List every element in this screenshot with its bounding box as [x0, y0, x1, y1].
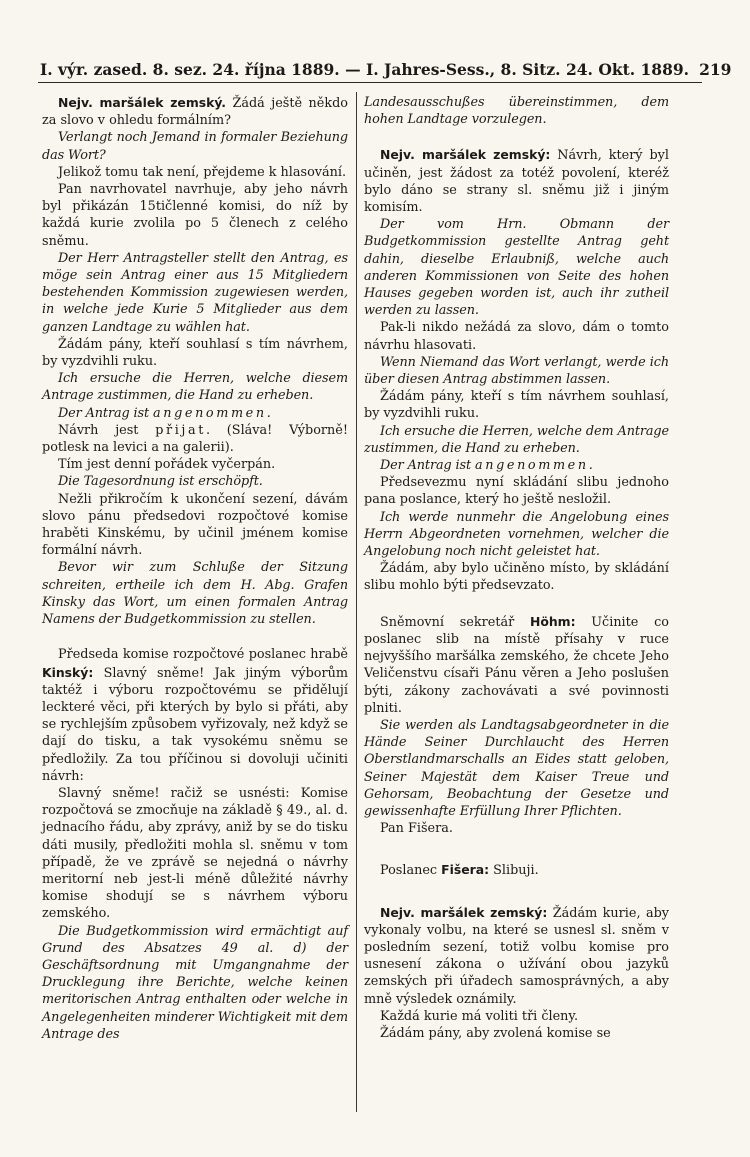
text-run: Učinite co poslanec slib na místě přísahy v ruce nejvyššího maršálka zemského, že chcete Jeho Veličenstvu císaři Pánu věren a Jeho poslušen býti, zákony zachovávati a své povinnosti plniti. [364, 614, 669, 716]
spaced-word: přijat [155, 422, 206, 438]
paragraph [364, 474, 669, 508]
paragraph [364, 319, 669, 353]
text-run: Žádám pány, kteří s tím návrhem souhlasí, by vyzdvihli ruku. [364, 389, 669, 422]
speaker-name: Höhm: [529, 613, 576, 629]
text-run: Slavný sněme! Jak jiným výborům taktéž i výboru rozpočtovému se přidělují leckteré věci, při kterých by bylo si přáti, aby se rychlejším způsobem vyřizovaly, než když se dají do tisku, a tak vysokému sněmu se předložily. Za tou příčinou si dovoluji učiniti návrh: [42, 665, 348, 784]
paragraph [42, 422, 348, 456]
paragraph [364, 509, 669, 561]
text-run: Ich ersuche die Herren, welche dem Antrage zustimmen, die Hand zu erheben. [364, 423, 669, 456]
text-run: . [266, 405, 271, 421]
text-run: Nežli přikročím k ukončení sezení, dávám slovo pánu předsedovi rozpočtové komise hraběti Kinskému, by učinil jménem komise formální návrh. [42, 491, 348, 559]
paragraph [42, 473, 348, 490]
text-run: Sie werden als Landtagsabgeordneter in die Hände Seiner Durchlaucht des Herren Oberstlandmarschalls an Eides statt geloben, Seiner Majestät dem Kaiser Treue und Gehorsam, Beobachtung der Gesetze und gewissenhafte Erfüllung Ihrer Pflichten. [364, 717, 669, 819]
spaced-word: angenommen [475, 458, 589, 474]
spaced-word: angenommen [153, 405, 267, 421]
paragraph [364, 1008, 669, 1025]
paragraph [364, 354, 669, 388]
text-run: Žádá ještě někdo za slovo v ohledu formálním? [42, 96, 348, 129]
text-run: Předseda komise rozpočtové poslanec hrabě [58, 647, 348, 663]
text-run: Každá kurie má voliti tři členy. [380, 1008, 579, 1024]
speaker-name: Nejv. maršálek zemský: [380, 904, 548, 920]
paragraph [42, 923, 348, 1043]
text-run: Návrh jest [58, 422, 156, 438]
text-run: Verlangt noch Jemand in formaler Beziehung das Wort? [42, 130, 348, 163]
paragraph [364, 146, 669, 216]
text-run: Slibuji. [489, 863, 539, 879]
paragraph [364, 1025, 669, 1042]
text-run: Slavný sněme! račiž se usnésti: Komise rozpočtová se zmocňuje na základě § 49., al. d. jednacího řádu, aby zprávy, aniž by se do tisku dáti musily, předložiti mohla sl. sněmu v tom případě, že ve zprávě se nejedná o návrhy meritorní neb jest-li méně důležité návrhy komise shodují se s návrhem výboru zemského. [42, 785, 348, 922]
paragraph [364, 613, 669, 717]
text-run: Der Antrag ist [380, 458, 476, 474]
paragraph [42, 94, 348, 129]
text-run: Žádám pány, kteří souhlasí s tím návrhem, by vyzdvihli ruku. [42, 336, 348, 370]
paragraph [42, 559, 348, 628]
text-run: Tím jest denní pořádek vyčerpán. [58, 457, 276, 473]
paragraph [42, 370, 348, 404]
speaker-name: Kinský: [42, 664, 94, 680]
paragraph [42, 456, 348, 473]
paragraph [42, 491, 348, 560]
text-run: . (Sláva! Výborně! potlesk na levici a na galerii). [42, 422, 348, 456]
text-run: Wenn Niemand das Wort verlangt, werde ich über diesen Antrag abstimmen lassen. [364, 354, 669, 388]
paragraph [364, 423, 669, 457]
text-run: Ich werde nunmehr die Angelobung eines Herrn Abgeordneten vornehmen, welcher die Angelobung noch nicht geleistet hat. [364, 509, 669, 560]
text-run: Ich ersuche die Herren, welche diesem Antrage zustimmen, die Hand zu erheben. [42, 371, 348, 404]
paragraph [42, 164, 348, 181]
paragraph [42, 405, 348, 422]
text-run: Der Antrag ist [58, 405, 154, 421]
paragraph [42, 646, 348, 785]
text-run: Der vom Hrn. Obmann der Budgetkommission gestellte Antrag geht dahin, dieselbe Erlaubniß, welche auch anderen Kommissionen von Seite des hohen Hauses gegeben worden ist, auch ihr zutheil werden zu lassen. [364, 217, 669, 319]
paragraph [42, 336, 348, 370]
paragraph [364, 904, 669, 1008]
text-run: Pan Fišera. [380, 821, 453, 837]
text-run: Pan navrhovatel navrhuje, aby jeho návrh byl přikázán 15tičlenné komisi, do níž by každá kurie zvolila po 5 členech z celého sněmu. [42, 182, 348, 249]
text-run: Předsevezmu nyní skládání slibu jednoho pana poslance, který ho ještě nesložil. [364, 475, 669, 508]
right-column [364, 94, 669, 1042]
paragraph [42, 129, 348, 163]
left-column [42, 94, 348, 1043]
text-run: Pak-li nikdo nežádá za slovo, dám o tomto návrhu hlasovati. [364, 320, 669, 353]
paragraph [364, 94, 669, 128]
speaker-name: Fišera: [441, 862, 490, 878]
paragraph [364, 560, 669, 594]
paragraph [42, 785, 348, 923]
speaker-name: Nejv. maršálek zemský: [380, 147, 551, 163]
text-run: . [588, 458, 593, 474]
text-run: Landesausschußes übereinstimmen, dem hohen Landtage vorzulegen. [364, 95, 669, 128]
text-run: Sněmovní sekretář [380, 614, 530, 630]
text-run: Poslanec [380, 863, 442, 879]
paragraph [42, 181, 348, 250]
header-running-title: I. výr. zased. 8. sez. 24. října 1889. — I. Jahres-Sess., 8. Sitz. 24. Okt. 1889. [40, 60, 690, 79]
text-run: Žádám kurie, aby vykonaly volbu, na které se usnesl sl. sněm v posledním sezení, totiž volbu komise pro usnesení zákona o užívání obou jazyků zemských při úřadech samosprávných, a aby mně výsledek oznámily. [364, 905, 670, 1007]
text-run: Žádám, aby bylo učiněno místo, by skládání slibu mohlo býti předsevzato. [364, 561, 669, 594]
text-run: Žádám pány, aby zvolená komise se [380, 1025, 611, 1041]
page-number: 219 [699, 60, 732, 79]
text-run: Die Tagesordnung ist erschöpft. [58, 474, 263, 490]
paragraph [42, 250, 348, 336]
header-rule [38, 82, 702, 83]
speaker-name: Nejv. maršálek zemský. [58, 95, 226, 110]
text-run: Bevor wir zum Schluße der Sitzung schreiten, ertheile ich dem H. Abg. Grafen Kinsky das Wort, um einen formalen Antrag Namens der Budgetkommission zu stellen. [42, 560, 348, 628]
paragraph [364, 457, 669, 474]
paragraph [364, 861, 669, 879]
paragraph [364, 717, 669, 820]
page-header [40, 60, 732, 79]
text-run: Die Budgetkommission wird ermächtigt auf Grund des Absatzes 49 al. d) der Geschäftsordnung mit Umgangnahme der Drucklegung ihre Berichte, welche keinen meritorischen Antrag enthalten oder welche in Angelegenheiten minderer Wichtigkeit mit dem Antrage des [42, 923, 348, 1042]
paragraph [364, 216, 669, 319]
column-divider [356, 92, 357, 1112]
paragraph [364, 388, 669, 422]
text-run: Návrh, který byl učiněn, jest žádost za totéž povolení, kteréž bylo dáno se strany sl. sněmu již i jiným komisím. [364, 148, 669, 216]
paragraph [364, 820, 669, 837]
text-run: Der Herr Antragsteller stellt den Antrag, es möge sein Antrag einer aus 15 Mitgliedern bestehenden Kommission zugewiesen werden, in welche jede Kurie 5 Mitglieder aus dem ganzen Landtage zu wählen hat. [42, 250, 348, 335]
text-run: Jelikož tomu tak není, přejdeme k hlasování. [58, 164, 347, 180]
